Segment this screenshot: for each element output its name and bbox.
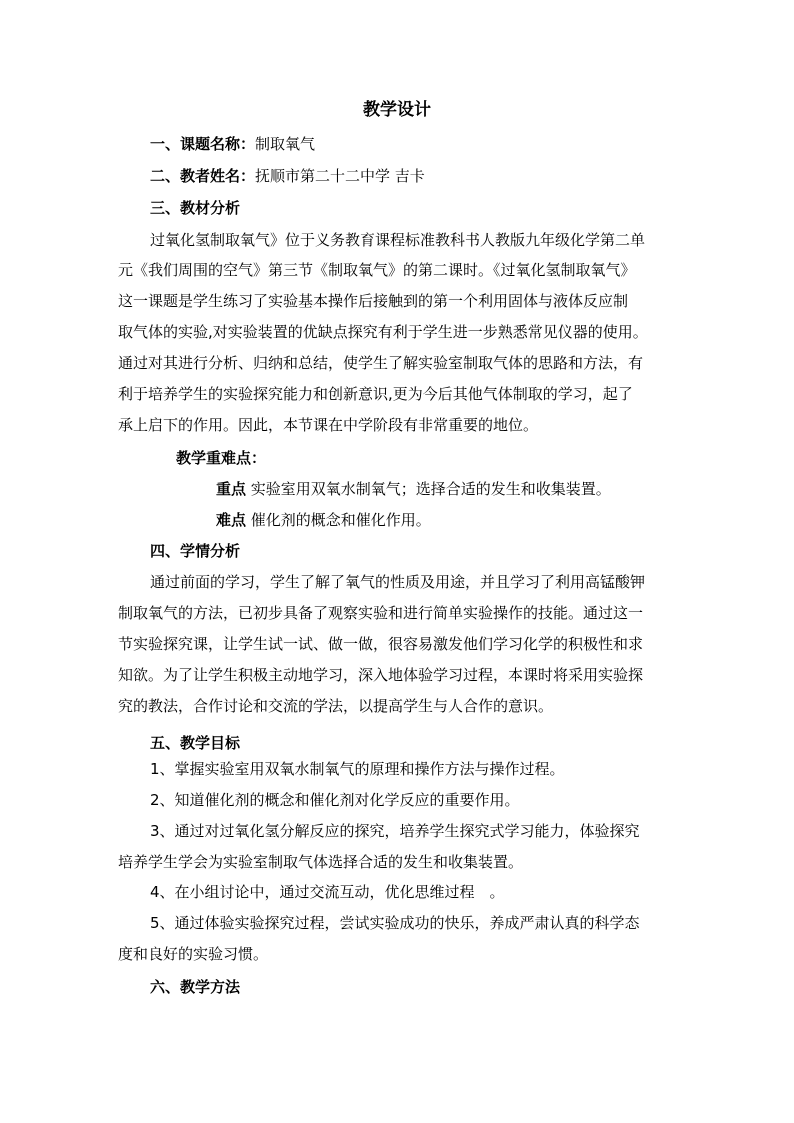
section-1-label: 一、课题名称： [150,135,256,153]
section-2 [150,166,425,186]
difficult-point-label: 难点 [216,511,247,529]
objective-item: 1、掌握实验室用双氧水制氧气的原理和操作方法与操作过程。 [150,760,565,778]
section-2-label: 二、教者姓名： [150,167,256,185]
paragraph-line: 取气体的实验,对实验装置的优缺点探究有利于学生进一步熟悉常见仪器的使用。 [118,323,648,341]
objective-item: 5、通过体验实验探究过程，尝试实验成功的快乐，养成严肃认真的科学态 [150,914,640,932]
section-6-heading: 六、教学方法 [150,978,241,996]
paragraph-line: 节实验探究课，让学生试一试、做一做，很容易激发他们学习化学的积极性和求 [118,635,644,653]
paragraph-line: 通过前面的学习，学生了解了氧气的性质及用途，并且学习了利用高锰酸钾 [150,573,646,591]
section-2-value: 抚顺市第二十二中学 吉卡 [255,167,425,185]
objective-item: 3、通过对过氧化氢分解反应的探究，培养学生探究式学习能力，体验探究 [150,822,640,840]
paragraph-line: 究的教法，合作讨论和交流的学法，以提高学生与人合作的意识。 [118,697,554,715]
keypoints-heading: 教学重难点： [176,449,267,467]
paragraph-line: 知欲。为了让学生积极主动地学习，深入地体验学习过程，本课时将采用实验探 [118,666,644,684]
paragraph-line: 这一课题是学生练习了实验基本操作后接触到的第一个利用固体与液体反应制 [118,292,629,310]
difficult-point [216,510,431,530]
paragraph-line: 过氧化氢制取氧气》位于义务教育课程标准教科书人教版九年级化学第二单 [150,231,646,249]
paragraph-line: 通过对其进行分析、归纳和总结，使学生了解实验室制取气体的思路和方法，有 [118,354,644,372]
paragraph-line: 利于培养学生的实验探究能力和创新意识,更为今后其他气体制取的学习，起了 [118,385,633,403]
document-title: 教学设计 [363,100,431,120]
objective-item: 2、知道催化剂的概念和催化剂对化学反应的重要作用。 [150,791,520,809]
objective-item: 度和良好的实验习惯。 [118,945,269,963]
paragraph-line: 元《我们周围的空气》第三节《制取氧气》的第二课时。《过氧化氢制取氧气》 [118,261,636,279]
key-point [216,479,611,499]
key-point-text: 实验室用双氧水制氧气；选择合适的发生和收集装置。 [250,480,611,498]
section-1 [150,134,315,154]
difficult-point-text: 催化剂的概念和催化作用。 [250,511,431,529]
paragraph-line: 承上启下的作用。因此，本节课在中学阶段有非常重要的地位。 [118,416,539,434]
section-5-heading: 五、教学目标 [150,734,241,752]
objective-item: 4、在小组讨论中，通过交流互动，优化思维过程 。 [150,883,505,901]
section-1-value: 制取氧气 [255,135,316,153]
section-3-heading: 三、教材分析 [150,199,241,217]
paragraph-line: 制取氧气的方法，已初步具备了观察实验和进行简单实验操作的技能。通过这一 [118,604,644,622]
objective-item: 培养学生学会为实验室制取气体选择合适的发生和收集装置。 [118,853,524,871]
key-point-label: 重点 [216,480,247,498]
section-4-heading: 四、学情分析 [150,542,241,560]
